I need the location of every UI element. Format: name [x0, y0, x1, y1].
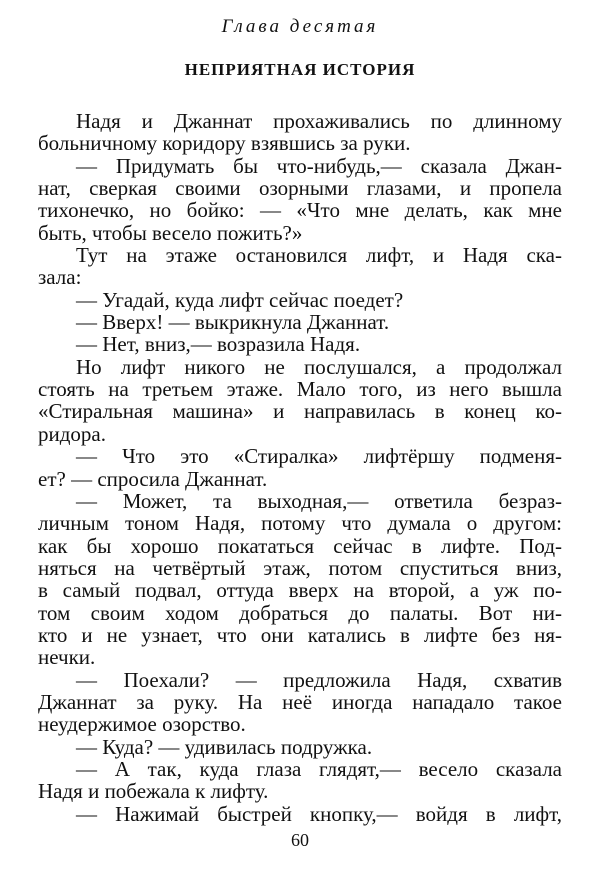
- text-line: ет? — спросила Джаннат.: [38, 466, 268, 491]
- text-line: Но лифт никого не послушался, а продолжал: [76, 354, 562, 379]
- text-line: Надя и побежала к лифту.: [38, 779, 269, 804]
- text-line: нечки.: [38, 645, 96, 670]
- text-line: ридора.: [38, 421, 106, 446]
- text-line: «Стиральная машина» и направилась в конец ко-: [38, 399, 562, 424]
- text-line: — Может, та выходная,— ответила безраз-: [76, 488, 562, 513]
- page-number: 60: [291, 830, 309, 850]
- text-line: Надя и Джаннат прохаживались по длинному: [76, 109, 562, 133]
- text-line: — Придумать бы что-нибудь,— сказала Джан-: [76, 153, 562, 178]
- chapter-title: НЕПРИЯТНАЯ ИСТОРИЯ: [184, 60, 416, 79]
- text-line: — Вверх! — выкрикнула Джаннат.: [76, 310, 390, 335]
- text-line: няться на четвёртый этаж, потом спуститься вниз,: [38, 555, 562, 580]
- text-line: Тут на этаже остановился лифт, и Надя ска-: [76, 243, 562, 268]
- text-line: как бы хорошо покататься сейчас в лифте. Под-: [38, 533, 562, 558]
- text-line: личным тоном Надя, потому что думала о другом:: [38, 511, 562, 536]
- text-line: — Нет, вниз,— возразила Надя.: [76, 332, 361, 357]
- text-line: том своим ходом добраться до палаты. Вот ни-: [38, 600, 562, 625]
- text-line: тихонечко, но бойко: — «Что мне делать, как мне: [38, 198, 562, 223]
- text-line: — Угадай, куда лифт сейчас поедет?: [76, 287, 404, 312]
- text-line: — Нажимай быстрей кнопку,— войдя в лифт,: [76, 801, 562, 826]
- text-line: больничному коридору взявшись за руки.: [38, 131, 411, 156]
- text-line: быть, чтобы весело пожить?»: [38, 220, 303, 245]
- text-line: неудержимое озорство.: [38, 712, 246, 737]
- text-line: — Поехали? — предложила Надя, схватив: [76, 667, 562, 692]
- text-line: — Что это «Стиралка» лифтёршу подменя-: [76, 444, 562, 469]
- text-line: Джаннат за руку. На неё иногда нападало такое: [38, 689, 562, 714]
- body-text: [38, 110, 562, 825]
- text-line: стоять на третьем этаже. Мало того, из него вышла: [38, 377, 562, 402]
- text-line: — Куда? — удивилась подружка.: [76, 734, 373, 759]
- text-line: кто и не узнает, что они катались в лифте без ня-: [38, 622, 562, 647]
- text-line: зала:: [38, 265, 82, 290]
- chapter-heading: Глава десятая: [221, 16, 379, 37]
- text-line: в самый подвал, оттуда вверх на второй, а уж по-: [38, 578, 562, 603]
- text-line: нат, сверкая своими озорными глазами, и пропела: [38, 176, 562, 201]
- text-line: — А так, куда глаза глядят,— весело сказала: [76, 756, 562, 781]
